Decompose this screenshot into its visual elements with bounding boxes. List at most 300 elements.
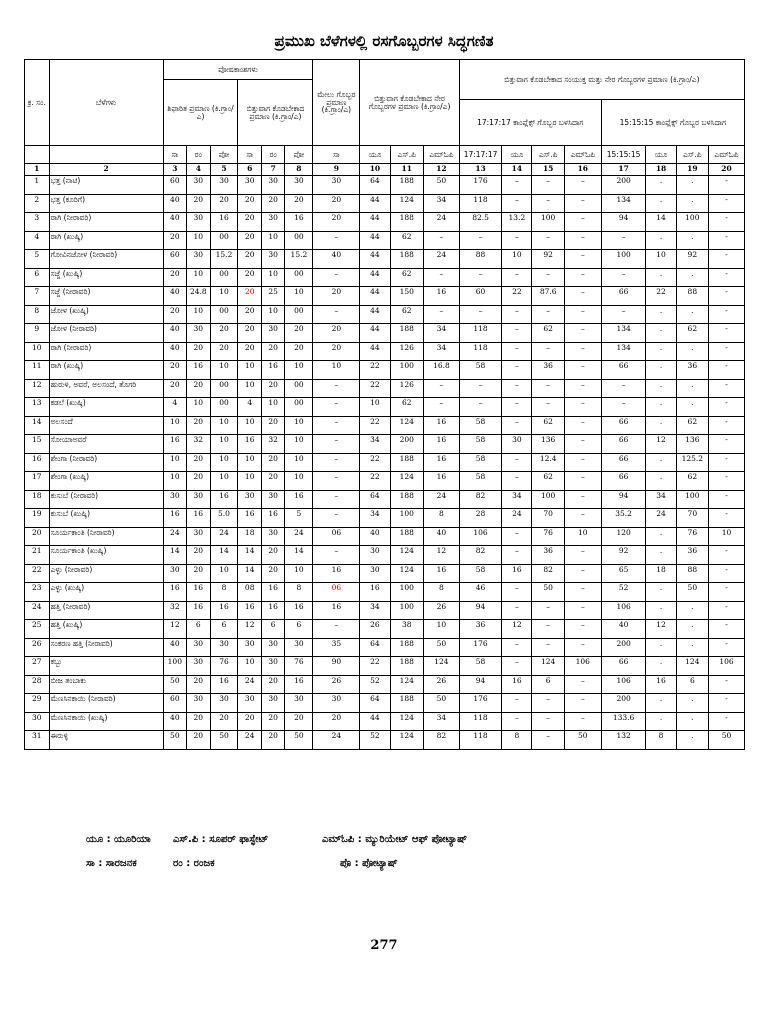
- value-cell: 52: [360, 731, 390, 750]
- value-cell: 20: [261, 731, 284, 750]
- value-cell: 20: [313, 194, 360, 213]
- value-cell: 00: [210, 305, 238, 324]
- value-cell: –: [564, 213, 601, 232]
- table-row: [25, 213, 745, 232]
- value-cell: -: [709, 194, 745, 213]
- value-cell: 30: [238, 638, 261, 657]
- crop-name-cell: ರಾಗಿ (ನೀರಾವರಿ): [49, 342, 163, 361]
- table-row: [25, 731, 745, 750]
- value-cell: 32: [163, 601, 186, 620]
- value-cell: –: [564, 472, 601, 491]
- value-cell: 10: [564, 527, 601, 546]
- value-cell: -: [709, 268, 745, 287]
- value-cell: 10: [360, 398, 390, 417]
- value-cell: 62: [676, 324, 708, 343]
- crop-name-cell: ಹತ್ತಿ (ಖುಷ್ಕಿ): [49, 620, 163, 639]
- value-cell: 16: [313, 601, 360, 620]
- value-cell: 10: [187, 305, 210, 324]
- value-cell: 124: [532, 657, 564, 676]
- value-cell: 22: [360, 657, 390, 676]
- value-cell: 11: [25, 361, 50, 380]
- value-cell: -: [709, 620, 745, 639]
- value-cell: -: [709, 250, 745, 269]
- value-cell: 16: [25, 453, 50, 472]
- value-cell: 188: [390, 694, 424, 713]
- value-cell: 94: [601, 490, 646, 509]
- value-cell: 62: [676, 416, 708, 435]
- value-cell: 6: [676, 675, 708, 694]
- value-cell: 30: [187, 324, 210, 343]
- value-cell: 34: [424, 324, 460, 343]
- crop-name-cell: ಕಡಲೆ (ಖುಷ್ಕಿ): [49, 398, 163, 417]
- table-row: [25, 638, 745, 657]
- value-cell: 7: [25, 287, 50, 306]
- value-cell: 30: [187, 638, 210, 657]
- value-cell: 22: [502, 287, 532, 306]
- value-cell: 30: [210, 694, 238, 713]
- column-number: 1: [25, 164, 50, 176]
- value-cell: 100: [390, 509, 424, 528]
- value-cell: –: [564, 712, 601, 731]
- value-cell: 3: [25, 213, 50, 232]
- value-cell: 20: [313, 324, 360, 343]
- value-cell: 20: [261, 472, 284, 491]
- value-cell: 10: [238, 453, 261, 472]
- value-cell: 16: [187, 583, 210, 602]
- value-cell: –: [502, 194, 532, 213]
- value-cell: 00: [285, 268, 313, 287]
- column-number: 20: [709, 164, 745, 176]
- crop-name-cell: ಈರುಳ್ಳಿ: [49, 731, 163, 750]
- value-cell: 20: [187, 379, 210, 398]
- value-cell: 10: [210, 453, 238, 472]
- table-row: [25, 250, 745, 269]
- value-cell: 10: [285, 361, 313, 380]
- value-cell: 00: [285, 398, 313, 417]
- value-cell: 20: [313, 287, 360, 306]
- value-cell: 10: [25, 342, 50, 361]
- value-cell: 100: [601, 250, 646, 269]
- value-cell: 58: [459, 472, 501, 491]
- value-cell: 66: [601, 657, 646, 676]
- value-cell: 64: [360, 176, 390, 195]
- value-cell: 00: [210, 231, 238, 250]
- value-cell: .: [676, 305, 708, 324]
- value-cell: 20: [163, 231, 186, 250]
- value-cell: 10: [238, 416, 261, 435]
- value-cell: 6: [532, 675, 564, 694]
- table-row: [25, 176, 745, 195]
- value-cell: 20: [163, 305, 186, 324]
- value-cell: 8: [285, 583, 313, 602]
- value-cell: 40: [163, 287, 186, 306]
- value-cell: .: [676, 194, 708, 213]
- value-cell: .: [646, 361, 676, 380]
- value-cell: –: [502, 416, 532, 435]
- value-cell: –: [532, 305, 564, 324]
- value-cell: –: [502, 546, 532, 565]
- value-cell: –: [459, 268, 501, 287]
- unit-header: ಎಮ್‌ಓಪಿ: [564, 146, 601, 164]
- value-cell: –: [502, 453, 532, 472]
- value-cell: 87.6: [532, 287, 564, 306]
- value-cell: –: [313, 453, 360, 472]
- value-cell: 40: [163, 712, 186, 731]
- value-cell: 36: [532, 546, 564, 565]
- value-cell: 20: [261, 453, 284, 472]
- value-cell: 20: [285, 194, 313, 213]
- value-cell: 36: [532, 361, 564, 380]
- column-number: 7: [261, 164, 284, 176]
- crop-name-cell: ಭತ್ತ (ನಾಟಿ): [49, 176, 163, 195]
- value-cell: 00: [285, 305, 313, 324]
- value-cell: 30: [187, 213, 210, 232]
- crop-name-cell: ಬೀಜ ತಂಬಾಕು: [49, 675, 163, 694]
- value-cell: -: [709, 638, 745, 657]
- value-cell: 31: [25, 731, 50, 750]
- table-row: [25, 564, 745, 583]
- unit-header: ಪೋ: [285, 146, 313, 164]
- value-cell: –: [424, 305, 460, 324]
- value-cell: –: [564, 231, 601, 250]
- value-cell: 12: [424, 546, 460, 565]
- value-cell: –: [564, 268, 601, 287]
- value-cell: 88: [459, 250, 501, 269]
- value-cell: 24: [424, 490, 460, 509]
- value-cell: 46: [459, 583, 501, 602]
- value-cell: 16: [210, 601, 238, 620]
- header-complex-17: 17:17:17 ಕಾಂಪ್ಲೆಕ್ಸ್ ಗೊಬ್ಬರ ಬಳಸಿದಾಗ: [459, 100, 601, 146]
- value-cell: 16: [163, 435, 186, 454]
- value-cell: –: [564, 342, 601, 361]
- value-cell: 25: [261, 287, 284, 306]
- header-sl: ಕ್ರ. ಸಂ.: [25, 60, 50, 146]
- value-cell: 00: [210, 398, 238, 417]
- value-cell: 82: [532, 564, 564, 583]
- value-cell: 30: [261, 638, 284, 657]
- value-cell: –: [424, 398, 460, 417]
- value-cell: 12: [646, 435, 676, 454]
- table-row: [25, 416, 745, 435]
- value-cell: 34: [424, 342, 460, 361]
- value-cell: .: [676, 712, 708, 731]
- value-cell: 124: [390, 675, 424, 694]
- value-cell: –: [532, 638, 564, 657]
- value-cell: 34: [502, 490, 532, 509]
- value-cell: 100: [532, 490, 564, 509]
- value-cell: 20: [238, 194, 261, 213]
- value-cell: 76: [285, 657, 313, 676]
- value-cell: .: [646, 472, 676, 491]
- value-cell: –: [313, 509, 360, 528]
- crop-name-cell: ರಾಗಿ (ನೀರಾವರಿ): [49, 213, 163, 232]
- value-cell: 15.2: [285, 250, 313, 269]
- table-row: [25, 453, 745, 472]
- unit-header: ಸಾ: [238, 146, 261, 164]
- value-cell: .: [676, 398, 708, 417]
- value-cell: –: [532, 379, 564, 398]
- value-cell: 134: [601, 324, 646, 343]
- value-cell: 118: [459, 194, 501, 213]
- header-complex: ಬಿತ್ತುವಾಗ ಕೊಡಬೇಕಾದ ಸಂಯುಕ್ತ ಮತ್ತು ನೇರ ಗೊಬ್ಬರಗಳ ಪ್ರಮಾಣ (ಕಿ.ಗ್ರಾಂ/ಎ): [459, 60, 744, 100]
- crop-name-cell: ಜೋಳ (ನೀರಾವರಿ): [49, 324, 163, 343]
- value-cell: 82: [459, 546, 501, 565]
- value-cell: 20: [210, 324, 238, 343]
- value-cell: 16: [424, 435, 460, 454]
- value-cell: 24: [163, 527, 186, 546]
- value-cell: 62: [390, 305, 424, 324]
- column-number-row: [25, 164, 745, 176]
- value-cell: 92: [532, 250, 564, 269]
- crop-name-cell: ಶೇಂಗಾ (ಖುಷ್ಕಿ): [49, 472, 163, 491]
- value-cell: 50: [564, 731, 601, 750]
- value-cell: .: [676, 620, 708, 639]
- crop-name-cell: ಮೆಣಸಿನಕಾಯಿ (ನೀರಾವರಿ): [49, 694, 163, 713]
- value-cell: 29: [25, 694, 50, 713]
- value-cell: –: [459, 379, 501, 398]
- value-cell: 6: [187, 620, 210, 639]
- value-cell: 62: [390, 231, 424, 250]
- value-cell: -: [709, 342, 745, 361]
- value-cell: 22: [360, 361, 390, 380]
- value-cell: 150: [390, 287, 424, 306]
- value-cell: –: [601, 231, 646, 250]
- value-cell: 62: [532, 324, 564, 343]
- value-cell: 92: [601, 546, 646, 565]
- value-cell: 82.5: [459, 213, 501, 232]
- value-cell: 30: [163, 564, 186, 583]
- value-cell: 66: [601, 472, 646, 491]
- value-cell: –: [313, 379, 360, 398]
- value-cell: –: [532, 268, 564, 287]
- value-cell: 20: [261, 675, 284, 694]
- value-cell: 20: [210, 194, 238, 213]
- value-cell: 16: [210, 675, 238, 694]
- value-cell: 10: [709, 527, 745, 546]
- page-title: ಪ್ರಮುಖ ಬೆಳೆಗಳಲ್ಲಿ ರಸಗೊಬ್ಬರಗಳ ಸಿದ್ಧಗಣಿತ: [274, 32, 494, 50]
- column-number: 9: [313, 164, 360, 176]
- value-cell: 20: [238, 250, 261, 269]
- value-cell: 30: [502, 435, 532, 454]
- value-cell: 36: [459, 620, 501, 639]
- value-cell: 40: [601, 620, 646, 639]
- value-cell: 64: [360, 694, 390, 713]
- value-cell: 40: [163, 638, 186, 657]
- unit-header: 17:17:17: [459, 146, 501, 164]
- value-cell: 30: [210, 176, 238, 195]
- value-cell: 30: [313, 176, 360, 195]
- value-cell: 22: [360, 379, 390, 398]
- value-cell: 20: [238, 287, 261, 306]
- value-cell: 200: [601, 638, 646, 657]
- table-row: [25, 675, 745, 694]
- unit-spacer: [25, 146, 50, 164]
- value-cell: -: [709, 675, 745, 694]
- value-cell: 20: [210, 712, 238, 731]
- value-cell: –: [459, 231, 501, 250]
- unit-header: ಎಸ್.ಪಿ: [390, 146, 424, 164]
- value-cell: 16: [313, 564, 360, 583]
- value-cell: .: [646, 657, 676, 676]
- value-cell: –: [502, 342, 532, 361]
- value-cell: 10: [261, 268, 284, 287]
- value-cell: 26: [424, 675, 460, 694]
- value-cell: 16: [187, 509, 210, 528]
- value-cell: 118: [459, 712, 501, 731]
- value-cell: .: [676, 638, 708, 657]
- value-cell: 188: [390, 324, 424, 343]
- value-cell: 10: [210, 416, 238, 435]
- value-cell: 100: [390, 361, 424, 380]
- value-cell: 20: [261, 712, 284, 731]
- column-number: 11: [390, 164, 424, 176]
- value-cell: 100: [390, 583, 424, 602]
- value-cell: 20: [187, 194, 210, 213]
- value-cell: -: [709, 416, 745, 435]
- table-row: [25, 601, 745, 620]
- column-number: 2: [49, 164, 163, 176]
- value-cell: 12: [238, 620, 261, 639]
- value-cell: 22: [360, 472, 390, 491]
- value-cell: 20: [25, 527, 50, 546]
- value-cell: -: [709, 176, 745, 195]
- value-cell: –: [564, 675, 601, 694]
- unit-header: ಪೋ: [210, 146, 238, 164]
- value-cell: 50: [424, 694, 460, 713]
- table-row: [25, 620, 745, 639]
- value-cell: 106: [564, 657, 601, 676]
- value-cell: 124: [390, 731, 424, 750]
- value-cell: 30: [187, 176, 210, 195]
- crop-name-cell: ಸೂರ್ಯಕಾಂತಿ (ನೀರಾವರಿ): [49, 527, 163, 546]
- value-cell: 30: [261, 324, 284, 343]
- value-cell: 106: [601, 601, 646, 620]
- value-cell: 40: [313, 250, 360, 269]
- value-cell: .: [646, 398, 676, 417]
- value-cell: 32: [261, 435, 284, 454]
- unit-header: ರಂ: [261, 146, 284, 164]
- value-cell: 30: [238, 490, 261, 509]
- value-cell: 10: [238, 379, 261, 398]
- value-cell: 44: [360, 305, 390, 324]
- value-cell: –: [313, 546, 360, 565]
- value-cell: -: [709, 546, 745, 565]
- value-cell: –: [459, 398, 501, 417]
- value-cell: 20: [313, 342, 360, 361]
- legend-potash: ಪೊ : ಪೋಟ್ಯಾಷ್: [340, 858, 398, 869]
- value-cell: 10: [261, 398, 284, 417]
- value-cell: 20: [187, 472, 210, 491]
- crop-name-cell: ಗೋವಿನಜೋಳ (ನೀರಾವರಿ): [49, 250, 163, 269]
- value-cell: 50: [210, 731, 238, 750]
- value-cell: 20: [261, 194, 284, 213]
- value-cell: –: [532, 731, 564, 750]
- value-cell: 64: [360, 490, 390, 509]
- value-cell: 10: [163, 453, 186, 472]
- value-cell: –: [424, 231, 460, 250]
- value-cell: –: [424, 379, 460, 398]
- value-cell: 34: [646, 490, 676, 509]
- value-cell: 66: [601, 453, 646, 472]
- value-cell: –: [532, 176, 564, 195]
- value-cell: 20: [313, 712, 360, 731]
- value-cell: 100: [676, 213, 708, 232]
- unit-header: ಎಸ್.ಪಿ: [676, 146, 708, 164]
- value-cell: –: [424, 268, 460, 287]
- value-cell: 124: [424, 657, 460, 676]
- value-cell: 60: [459, 287, 501, 306]
- value-cell: 52: [360, 675, 390, 694]
- value-cell: 44: [360, 250, 390, 269]
- value-cell: 30: [261, 657, 284, 676]
- value-cell: 16: [360, 583, 390, 602]
- value-cell: –: [564, 435, 601, 454]
- value-cell: -: [709, 379, 745, 398]
- value-cell: 16: [502, 564, 532, 583]
- value-cell: 5.0: [210, 509, 238, 528]
- value-cell: 30: [187, 490, 210, 509]
- value-cell: 1: [25, 176, 50, 195]
- value-cell: 10: [187, 398, 210, 417]
- value-cell: 6: [210, 620, 238, 639]
- value-cell: 118: [459, 731, 501, 750]
- value-cell: –: [313, 416, 360, 435]
- value-cell: –: [564, 250, 601, 269]
- value-cell: 24: [238, 731, 261, 750]
- table-row: [25, 194, 745, 213]
- value-cell: 06: [313, 583, 360, 602]
- value-cell: 44: [360, 712, 390, 731]
- value-cell: 35: [313, 638, 360, 657]
- value-cell: 124: [390, 194, 424, 213]
- value-cell: 10: [238, 361, 261, 380]
- value-cell: 24: [285, 527, 313, 546]
- value-cell: –: [564, 694, 601, 713]
- value-cell: 136: [676, 435, 708, 454]
- column-number: 12: [424, 164, 460, 176]
- value-cell: 14: [238, 564, 261, 583]
- value-cell: 124: [390, 416, 424, 435]
- value-cell: 10: [285, 416, 313, 435]
- value-cell: 76: [532, 527, 564, 546]
- value-cell: 26: [424, 601, 460, 620]
- value-cell: 34: [424, 712, 460, 731]
- value-cell: .: [646, 583, 676, 602]
- crop-name-cell: ಶೇಂಗಾ (ನೀರಾವರಿ): [49, 453, 163, 472]
- value-cell: –: [502, 398, 532, 417]
- value-cell: 188: [390, 657, 424, 676]
- value-cell: –: [564, 324, 601, 343]
- value-cell: –: [502, 305, 532, 324]
- value-cell: 30: [210, 638, 238, 657]
- value-cell: 20: [238, 231, 261, 250]
- value-cell: 58: [459, 416, 501, 435]
- value-cell: 22: [646, 287, 676, 306]
- value-cell: –: [313, 231, 360, 250]
- value-cell: –: [502, 176, 532, 195]
- value-cell: -: [709, 324, 745, 343]
- value-cell: .: [676, 176, 708, 195]
- table-row: [25, 342, 745, 361]
- value-cell: 124: [390, 472, 424, 491]
- value-cell: 50: [532, 583, 564, 602]
- value-cell: –: [564, 620, 601, 639]
- value-cell: 24: [646, 509, 676, 528]
- value-cell: 34: [424, 194, 460, 213]
- value-cell: 30: [261, 213, 284, 232]
- value-cell: –: [601, 398, 646, 417]
- value-cell: 24: [424, 250, 460, 269]
